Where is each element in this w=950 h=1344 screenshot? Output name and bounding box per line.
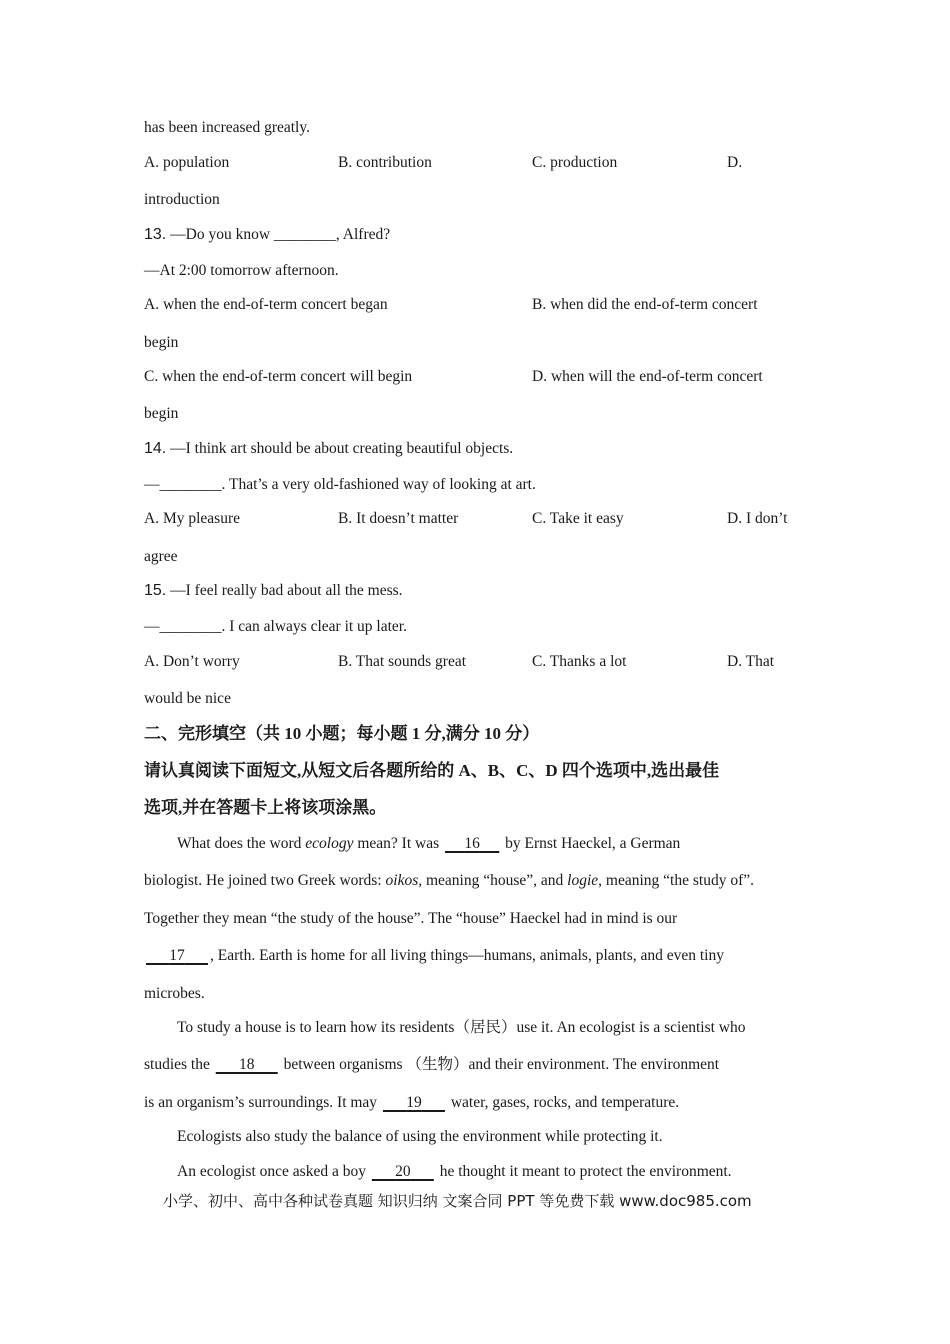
- blank-16: [443, 835, 501, 852]
- q15-stem-text: —I feel really bad about all the mess.: [166, 582, 403, 599]
- q12-option-d-cont: introduction: [144, 191, 220, 208]
- passage-text: he thought it meant to protect the environment.: [435, 1163, 732, 1180]
- passage-line-4: [144, 946, 724, 966]
- passage-text: between organisms （生物）and their environment. The environment: [279, 1056, 720, 1073]
- q12-option-a: A. population: [144, 154, 230, 171]
- passage-text: , Earth. Earth is home for all living things—humans, animals, plants, and even tiny: [210, 947, 724, 964]
- q12-stem-tail: has been increased greatly.: [144, 119, 310, 136]
- q15-option-a: A. Don’t worry: [144, 653, 240, 670]
- passage-text: , meaning “the study of”.: [598, 872, 754, 889]
- blank-number: 16: [464, 835, 480, 852]
- q13-option-d-cont: begin: [144, 405, 179, 422]
- q13-option-c: C. when the end-of-term concert will begin: [144, 368, 413, 385]
- q12-option-b: B. contribution: [338, 154, 432, 171]
- q14-stem-text: —I think art should be about creating beautiful objects.: [166, 440, 514, 457]
- q14-option-a: A. My pleasure: [144, 510, 240, 527]
- q14-reply: —________. That’s a very old-fashioned way of looking at art.: [144, 476, 536, 493]
- q13-option-d: D. when will the end-of-term concert: [532, 368, 763, 385]
- q15-option-d: D. That: [727, 653, 775, 670]
- blank-17: [144, 947, 210, 964]
- q12-option-c: C. production: [532, 154, 618, 171]
- term-oikos: oikos: [385, 872, 419, 889]
- q15-option-d-cont: would be nice: [144, 690, 231, 707]
- q13-number: 13.: [144, 226, 167, 243]
- q12-option-d: D.: [727, 154, 743, 171]
- blank-20: [370, 1163, 436, 1180]
- q13-option-b: B. when did the end-of-term concert: [532, 296, 758, 313]
- q14-option-d-cont: agree: [144, 548, 178, 565]
- passage-text: by Ernst Haeckel, a German: [501, 835, 681, 852]
- passage-line-5: microbes.: [144, 985, 205, 1002]
- passage-line-2: [144, 871, 754, 891]
- passage-line-8: [144, 1093, 679, 1113]
- passage-line-3: Together they mean “the study of the house”. The “house” Haeckel had in mind is our: [144, 910, 678, 927]
- q14-number: 14.: [144, 440, 167, 457]
- q15-reply: —________. I can always clear it up later.: [144, 618, 407, 635]
- passage-line-9: Ecologists also study the balance of using the environment while protecting it.: [177, 1128, 663, 1145]
- blank-number: 18: [239, 1056, 255, 1073]
- passage-text: studies the: [144, 1056, 214, 1073]
- q15-stem: [144, 581, 403, 601]
- q14-stem: [144, 439, 513, 459]
- blank-19: [381, 1094, 447, 1111]
- q14-option-c: C. Take it easy: [532, 510, 624, 527]
- q13-stem-text: —Do you know ________, Alfred?: [166, 226, 391, 243]
- section2-title: 二、完形填空（共 10 小题；每小题 1 分,满分 10 分）: [144, 724, 540, 743]
- blank-number: 20: [395, 1163, 411, 1180]
- q15-option-c: C. Thanks a lot: [532, 653, 627, 670]
- passage-text: is an organism’s surroundings. It may: [144, 1094, 381, 1111]
- q13-reply: —At 2:00 tomorrow afternoon.: [144, 262, 339, 279]
- passage-text: What does the word: [177, 835, 306, 852]
- section2-instruction-line1: 请认真阅读下面短文,从短文后各题所给的 A、B、C、D 四个选项中,选出最佳: [144, 761, 720, 780]
- passage-line-7: [144, 1055, 719, 1075]
- page-footer: 小学、初中、高中各种试卷真题 知识归纳 文案合同 PPT 等免费下载 www.doc985.com: [163, 1192, 752, 1210]
- passage-line-1: [177, 834, 680, 854]
- blank-number: 19: [406, 1094, 422, 1111]
- term-logie: logie: [567, 872, 599, 889]
- q15-option-b: B. That sounds great: [338, 653, 467, 670]
- passage-text: An ecologist once asked a boy: [177, 1163, 370, 1180]
- q14-option-d: D. I don’t: [727, 510, 788, 527]
- passage-text: mean? It was: [353, 835, 444, 852]
- section2-instruction-line2: 选项,并在答题卡上将该项涂黑。: [144, 798, 387, 817]
- passage-text: water, gases, rocks, and temperature.: [446, 1094, 680, 1111]
- blank-number: 17: [169, 947, 185, 964]
- passage-text: biologist. He joined two Greek words:: [144, 872, 386, 889]
- passage-text: , meaning “house”, and: [418, 872, 568, 889]
- q13-stem: [144, 225, 390, 245]
- q15-number: 15.: [144, 582, 167, 599]
- q13-option-b-cont: begin: [144, 334, 179, 351]
- term-ecology: ecology: [305, 835, 354, 852]
- passage-line-6: To study a house is to learn how its residents（居民）use it. An ecologist is a scientist who: [177, 1019, 746, 1036]
- blank-18: [214, 1056, 280, 1073]
- q14-option-b: B. It doesn’t matter: [338, 510, 459, 527]
- passage-line-10: [177, 1162, 732, 1182]
- q13-option-a: A. when the end-of-term concert began: [144, 296, 388, 313]
